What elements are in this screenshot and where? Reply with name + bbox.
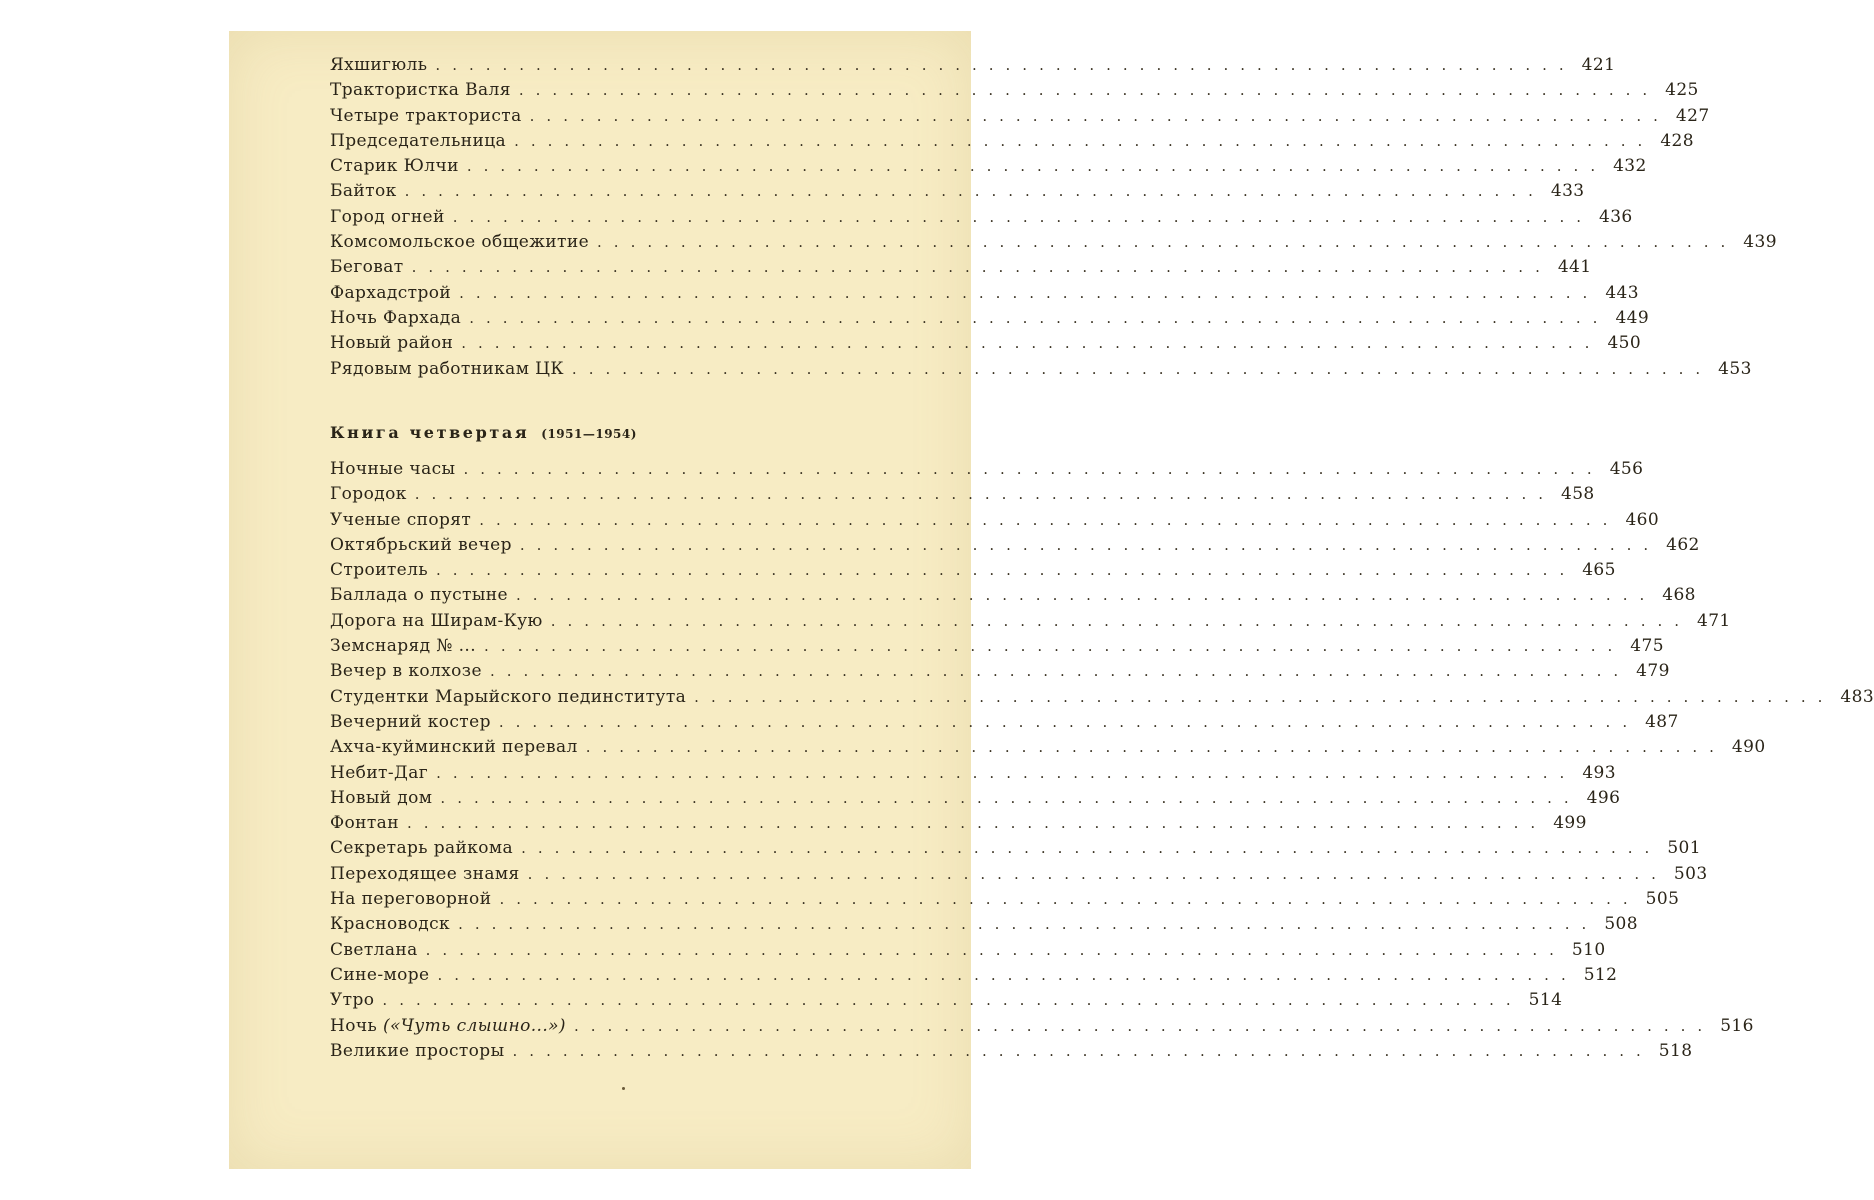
toc-entry (330, 686, 1874, 712)
toc-list-2 (330, 459, 1874, 1066)
toc-entry (330, 990, 1563, 1015)
entry-page-number: 439 (1743, 232, 1777, 253)
dot-leader: .................................................................... (406, 814, 1548, 833)
entry-page-number: 499 (1553, 813, 1587, 834)
entry-title: Сине-море (330, 964, 430, 985)
entry-page-number: 468 (1662, 585, 1696, 606)
entry-title: Ночные часы (330, 459, 456, 479)
dot-leader: .................................................................... (463, 460, 1604, 478)
toc-entry (330, 105, 1710, 131)
toc-entry (330, 206, 1633, 232)
toc-entry (330, 863, 1708, 889)
entry-page-number: 453 (1718, 358, 1752, 379)
dot-leader: .................................................................... (529, 106, 1670, 125)
toc-entry (330, 813, 1587, 838)
entry-title: Вечер в колхозе (330, 661, 482, 682)
entry-page-number: 450 (1607, 333, 1642, 354)
dot-leader: .................................................................... (585, 738, 1726, 757)
entry-title: Четыре тракториста (330, 105, 522, 126)
entry-title: Новый дом (330, 787, 433, 808)
toc-entry (330, 1040, 1693, 1066)
dot-leader: .................................................................... (435, 561, 1577, 580)
dot-leader: .................................................................... (512, 1041, 1653, 1060)
toc-entry (330, 585, 1696, 610)
entry-page-number: 479 (1636, 661, 1670, 682)
toc-entry (330, 889, 1680, 914)
entry-page-number: 425 (1665, 80, 1699, 101)
entry-page-number: 462 (1666, 534, 1700, 555)
entry-page-number: 501 (1667, 838, 1701, 859)
toc-entry (330, 80, 1699, 105)
entry-page-number: 471 (1697, 610, 1731, 631)
dot-leader: .................................................................... (466, 157, 1608, 176)
book-heading-title: Книга четвертая (330, 423, 530, 442)
toc-list-1 (330, 55, 1777, 384)
dot-leader: .................................................................... (489, 662, 1631, 681)
entry-title: Светлана (330, 939, 418, 960)
entry-title: Фархадстрой (330, 282, 452, 303)
entry-page-number: 465 (1582, 560, 1616, 581)
entry-page-number: 508 (1604, 914, 1638, 935)
toc-entry (330, 333, 1642, 358)
dot-leader: .................................................................... (516, 586, 1657, 605)
toc-entry (330, 358, 1752, 384)
entry-title: Небит-Даг (330, 762, 429, 783)
dot-leader: .................................................................... (461, 334, 1602, 353)
entry-page-number: 510 (1571, 939, 1606, 960)
dot-leader: .................................................................... (437, 965, 1578, 984)
toc-entry (330, 661, 1670, 686)
entry-page-number: 496 (1586, 787, 1621, 808)
entry-page-number: 483 (1840, 686, 1874, 707)
entry-page-number: 421 (1581, 55, 1616, 75)
entry-title: Ночь Фархада (330, 307, 462, 328)
dot-leader: .................................................................... (452, 207, 1593, 226)
toc-entry (330, 838, 1701, 863)
entry-page-number: 518 (1658, 1040, 1693, 1061)
dot-leader: .................................................................... (514, 131, 1655, 150)
toc-entry (330, 55, 1616, 80)
entry-title: Секретарь райкома (330, 838, 514, 859)
toc-entry (330, 1015, 1754, 1041)
entry-page-number: 456 (1609, 459, 1644, 479)
toc-entry (330, 737, 1766, 762)
dot-leader: .................................................................... (459, 283, 1600, 302)
entry-title: Беговат (330, 257, 404, 278)
entry-title: Дорога на Ширам-Кую (330, 610, 543, 631)
toc-entry (330, 307, 1650, 333)
entry-page-number: 428 (1660, 130, 1694, 151)
entry-title: Новый район (330, 333, 454, 354)
entry-page-number: 458 (1560, 484, 1595, 505)
entry-page-number: 475 (1630, 636, 1664, 657)
entry-page-number: 516 (1720, 1015, 1754, 1036)
dot-leader: .................................................................... (573, 1016, 1715, 1035)
book-section-heading (330, 423, 637, 442)
entry-title: Яхшигюль (330, 55, 428, 75)
entry-title: Студентки Марыйского пединститута (330, 686, 687, 707)
entry-page-number: 449 (1615, 307, 1650, 328)
entry-title: Председательница (330, 130, 507, 151)
dot-leader: .................................................................... (518, 81, 1660, 100)
entry-title: Красноводск (330, 914, 451, 935)
entry-title: Город огней (330, 206, 445, 227)
toc-entry (330, 610, 1731, 636)
book-heading-years: (1951—1954) (541, 427, 637, 441)
toc-entry (330, 636, 1664, 661)
toc-entry (330, 914, 1638, 939)
dot-leader: .................................................................... (425, 940, 1566, 959)
toc-entry (330, 964, 1618, 990)
entry-title: Строитель (330, 560, 428, 581)
entry-page-number: 503 (1673, 863, 1708, 884)
dot-leader: .................................................................... (411, 258, 1552, 277)
toc-entry (330, 787, 1621, 813)
entry-page-number: 441 (1557, 257, 1592, 278)
dot-leader: .................................................................... (571, 359, 1713, 378)
dot-leader: .................................................................... (484, 637, 1625, 656)
dot-leader: .................................................................... (435, 56, 1576, 74)
dot-leader: .................................................................... (498, 712, 1640, 731)
toc-entry (330, 181, 1585, 206)
dot-leader: .................................................................... (519, 535, 1661, 554)
entry-title: Фонтан (330, 813, 399, 834)
toc-entry (330, 711, 1679, 737)
toc-entry (330, 156, 1647, 181)
dot-leader: .................................................................... (694, 687, 1835, 706)
entry-page-number: 505 (1645, 889, 1680, 910)
toc-entry (330, 232, 1777, 257)
entry-title: Переходящее знамя (330, 863, 520, 884)
entry-page-number: 490 (1731, 737, 1766, 758)
entry-title: Трактористка Валя (330, 80, 511, 101)
entry-title: Октябрьский вечер (330, 534, 512, 555)
dot-leader: .................................................................... (550, 611, 1691, 630)
book-page (229, 31, 1874, 1169)
entry-page-number: 493 (1582, 762, 1616, 783)
toc-entry (330, 282, 1639, 308)
entry-title: Земснаряд № ... (330, 636, 477, 657)
toc-entry (330, 459, 1644, 484)
dot-leader: .................................................................... (479, 510, 1620, 529)
entry-title: Баллада о пустыне (330, 585, 508, 606)
entry-page-number: 436 (1598, 206, 1633, 227)
entry-title: Городок (330, 484, 407, 505)
entry-title: Комсомольское общежитие (330, 232, 590, 253)
entry-title (330, 1016, 566, 1036)
entry-subtitle: («Чуть слышно...») (382, 1015, 566, 1036)
dot-leader: .................................................................... (527, 864, 1668, 883)
entry-page-number: 460 (1625, 509, 1660, 530)
entry-page-number: 433 (1550, 181, 1585, 202)
toc-entry (330, 560, 1616, 585)
toc-entry (330, 509, 1660, 535)
dot-leader: .................................................................... (414, 485, 1555, 504)
entry-page-number: 432 (1613, 156, 1647, 177)
dot-leader: .................................................................... (499, 890, 1640, 909)
toc-entry (330, 484, 1595, 509)
entry-page-number: 427 (1675, 105, 1710, 126)
entry-title: На переговорной (330, 889, 492, 910)
entry-title: Байток (330, 181, 397, 202)
entry-page-number: 514 (1528, 990, 1563, 1011)
toc-entry (330, 130, 1694, 156)
dot-leader: .................................................................... (404, 182, 1545, 201)
dot-leader: .................................................................... (597, 233, 1738, 252)
entry-title: Старик Юлчи (330, 156, 459, 177)
entry-page-number: 512 (1583, 964, 1618, 985)
entry-title: Великие просторы (330, 1040, 505, 1061)
entry-title: Ученые спорят (330, 509, 472, 530)
dot-leader: .................................................................... (440, 788, 1581, 807)
toc-entry (330, 762, 1616, 788)
entry-page-number: 487 (1645, 711, 1679, 732)
toc-entry (330, 939, 1606, 965)
entry-title: Ахча-куйминский перевал (330, 737, 578, 758)
dot-leader: .................................................................... (458, 915, 1599, 934)
entry-title-text: Ночь (330, 1015, 378, 1036)
dot-leader: .................................................................... (469, 308, 1610, 327)
entry-title: Вечерний костер (330, 711, 491, 732)
print-speck (622, 1087, 625, 1090)
toc-entry (330, 534, 1700, 560)
entry-title: Рядовым работникам ЦК (330, 358, 564, 379)
entry-title: Утро (330, 990, 375, 1011)
dot-leader: .................................................................... (382, 991, 1523, 1010)
entry-page-number: 443 (1605, 282, 1639, 303)
dot-leader: .................................................................... (521, 839, 1662, 858)
toc-entry (330, 257, 1592, 282)
dot-leader: .................................................................... (436, 763, 1577, 782)
